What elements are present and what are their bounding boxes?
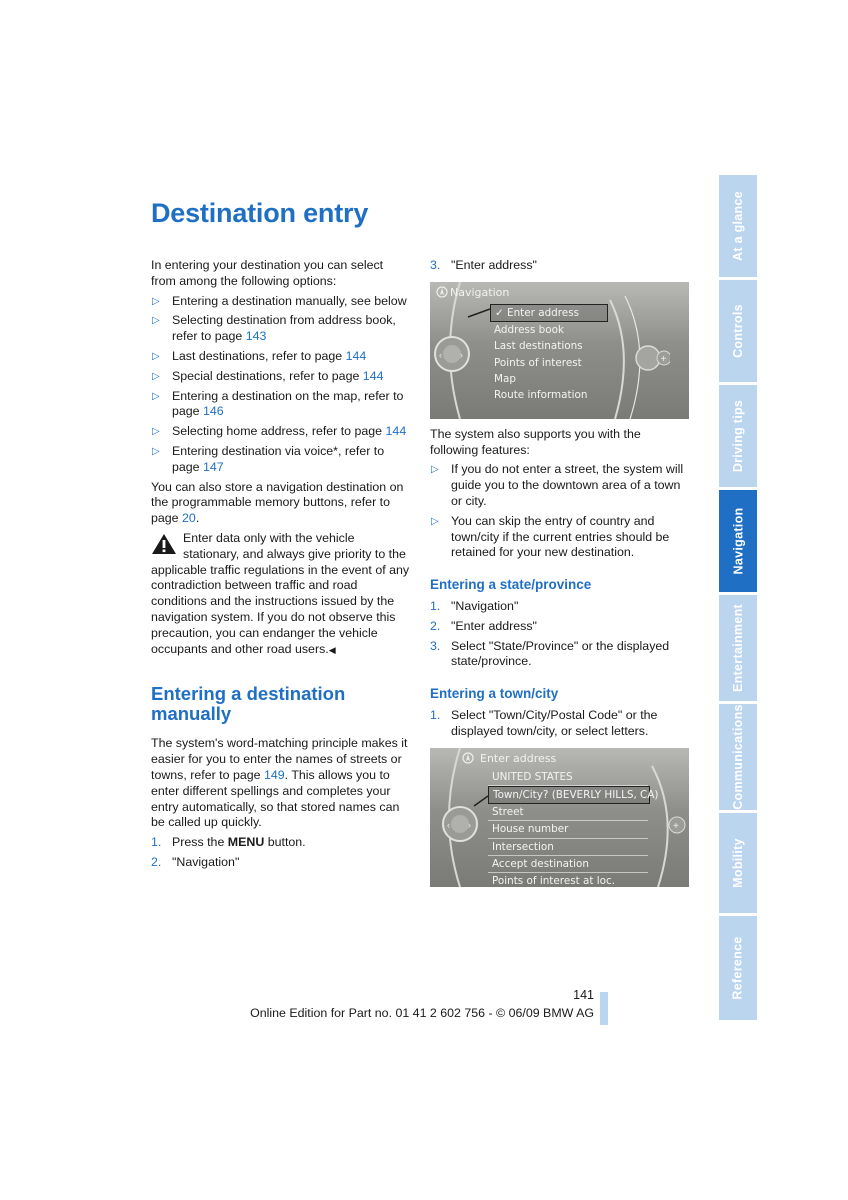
navigation-icon (436, 286, 448, 298)
screen-title: Navigation (450, 285, 510, 299)
list-item: 1. Press the MENU button. (151, 835, 306, 850)
bullet-arrow-icon: ▷ (152, 390, 160, 402)
warning-triangle-icon (151, 533, 177, 555)
page-link[interactable]: 144 (345, 348, 367, 363)
bullet-arrow-icon: ▷ (431, 515, 439, 527)
section-heading-manual: Entering a destination manually (151, 683, 346, 725)
menu-button-label: MENU (227, 835, 265, 850)
left-column (151, 258, 411, 875)
menu-item-map[interactable]: Map (494, 372, 516, 385)
controller-knob-icon (432, 334, 472, 374)
memory-buttons-text: You can also store a navigation destination on the programmable memory buttons, refer to page 20. (151, 479, 404, 526)
menu-item-country[interactable]: UNITED STATES (488, 769, 648, 786)
list-item: ▷ Selecting home address, refer to page 144 (152, 424, 407, 439)
svg-text:›: › (468, 819, 471, 830)
svg-text:‹: ‹ (439, 349, 442, 360)
tab-at-a-glance[interactable]: At a glance (719, 175, 757, 277)
zoom-knob-icon (666, 814, 689, 838)
page-link[interactable]: 144 (385, 424, 407, 439)
warning-text: Enter data only with the vehicle stationary, and always give priority to the applicable traffic regulations in the event of any contradiction between traffic and road conditions and the instructions issued by the navigation system. If you do not observe this precaution, you can endanger the vehicle occupants and other road users. (151, 530, 410, 656)
page-link[interactable]: 143 (245, 329, 267, 344)
tab-communications[interactable]: Communications (719, 704, 757, 810)
controller-knob-icon (440, 804, 480, 844)
list-item: ▷ Entering destination via voice*, refer to page 147 (152, 443, 385, 474)
bullet-arrow-icon: ▷ (152, 370, 160, 382)
page-link[interactable]: 147 (203, 459, 224, 474)
menu-item-poi-at-location[interactable]: Points of interest at loc. (488, 873, 648, 886)
menu-item-enter-address[interactable]: ✓ Enter address (490, 304, 608, 322)
bullet-arrow-icon: ▷ (152, 350, 160, 362)
list-item: 1. Select "Town/City/Postal Code" or the displayed town/city, or select letters. (430, 707, 658, 738)
footer-bar (600, 992, 608, 1025)
screen-menu (490, 304, 608, 404)
svg-text:‹: ‹ (447, 819, 450, 830)
screen-menu (488, 769, 659, 887)
list-item: ▷ Last destinations, refer to page 144 (152, 348, 367, 363)
tab-driving-tips[interactable]: Driving tips (719, 385, 757, 487)
list-item: ▷ Entering a destination on the map, refer to page 146 (152, 388, 404, 419)
list-item: ▷ Entering a destination manually, see below (152, 293, 407, 308)
page-link[interactable]: 146 (203, 404, 224, 419)
page-title: Destination entry (151, 198, 369, 228)
menu-item-intersection[interactable]: Intersection (488, 839, 648, 856)
list-item: ▷ Selecting destination from address book, refer to page 143 (152, 313, 396, 344)
manual-steps-list (151, 835, 411, 871)
right-column (430, 258, 692, 895)
bullet-arrow-icon: ▷ (152, 315, 160, 327)
list-item: ▷ You can skip the entry of country and town/city if the current entries should be retained for your new destination. (431, 513, 670, 560)
section-heading-state: Entering a state/province (430, 577, 592, 593)
chapter-tabs (719, 175, 757, 1023)
list-item: 2. "Enter address" (430, 618, 537, 633)
bullet-arrow-icon: ▷ (431, 464, 439, 476)
menu-item-accept-destination[interactable]: Accept destination (488, 856, 648, 873)
navigation-menu-screenshot (430, 282, 689, 419)
town-steps-list (430, 708, 692, 740)
warning-notice (151, 531, 411, 658)
bullet-arrow-icon: ▷ (152, 445, 160, 457)
section-heading-town: Entering a town/city (430, 686, 559, 702)
page-link[interactable]: 20 (182, 511, 196, 526)
features-intro: The system also supports you with the following features: (430, 426, 641, 457)
tab-entertainment[interactable]: Entertainment (719, 595, 757, 701)
tab-mobility[interactable]: Mobility (719, 813, 757, 913)
list-item: 2. "Navigation" (151, 854, 240, 869)
list-item: 3. Select "State/Province" or the displayed state/province. (430, 638, 670, 669)
menu-item-street[interactable]: Street (488, 804, 648, 821)
menu-item-town-city[interactable]: Town/City? (BEVERLY HILLS, CA) (488, 786, 650, 804)
menu-item-last-destinations[interactable]: Last destinations (494, 340, 583, 353)
list-item: 1. "Navigation" (430, 598, 519, 613)
menu-item-points-of-interest[interactable]: Points of interest (494, 356, 582, 369)
svg-text:›: › (460, 349, 463, 360)
state-steps-list (430, 599, 692, 670)
tab-controls[interactable]: Controls (719, 280, 757, 382)
list-item: ▷ If you do not enter a street, the system will guide you to the downtown area of a town or city. (431, 462, 684, 508)
menu-item-house-number[interactable]: House number (488, 821, 648, 838)
list-item: ▷ Special destinations, refer to page 144 (152, 368, 384, 383)
page-link[interactable]: 144 (362, 368, 384, 383)
svg-text:+: + (660, 353, 667, 365)
end-marker-icon: ◀ (328, 644, 336, 655)
menu-item-address-book[interactable]: Address book (494, 324, 565, 337)
page-link[interactable]: 149 (263, 767, 285, 782)
list-item: 3. "Enter address" (430, 258, 537, 272)
bullet-arrow-icon: ▷ (152, 426, 160, 438)
zoom-knob-icon (630, 338, 670, 378)
svg-text:+: + (673, 820, 679, 832)
screen-title: Enter address (480, 751, 557, 765)
step3-list (430, 258, 692, 274)
enter-address-screenshot (430, 748, 689, 887)
features-list (430, 462, 692, 561)
tab-navigation[interactable]: Navigation (719, 490, 757, 592)
intro-text: In entering your destination you can select from among the following options: (151, 258, 384, 288)
tab-reference[interactable]: Reference (719, 916, 757, 1020)
footer-text: Online Edition for Part no. 01 41 2 602 756 - © 06/09 BMW AG (250, 1006, 594, 1020)
page-number: 141 (573, 988, 594, 1002)
menu-item-route-information[interactable]: Route information (494, 389, 588, 402)
bullet-arrow-icon: ▷ (152, 295, 160, 307)
destination-options-list (151, 294, 411, 476)
navigation-icon (462, 752, 474, 764)
manual-text: The system's word-matching principle makes it easier for you to enter the names of streets or towns, refer to page 149. This allows you to enter different spellings and completes your entry automatically, so that stored names can be called up quickly. (151, 736, 408, 830)
